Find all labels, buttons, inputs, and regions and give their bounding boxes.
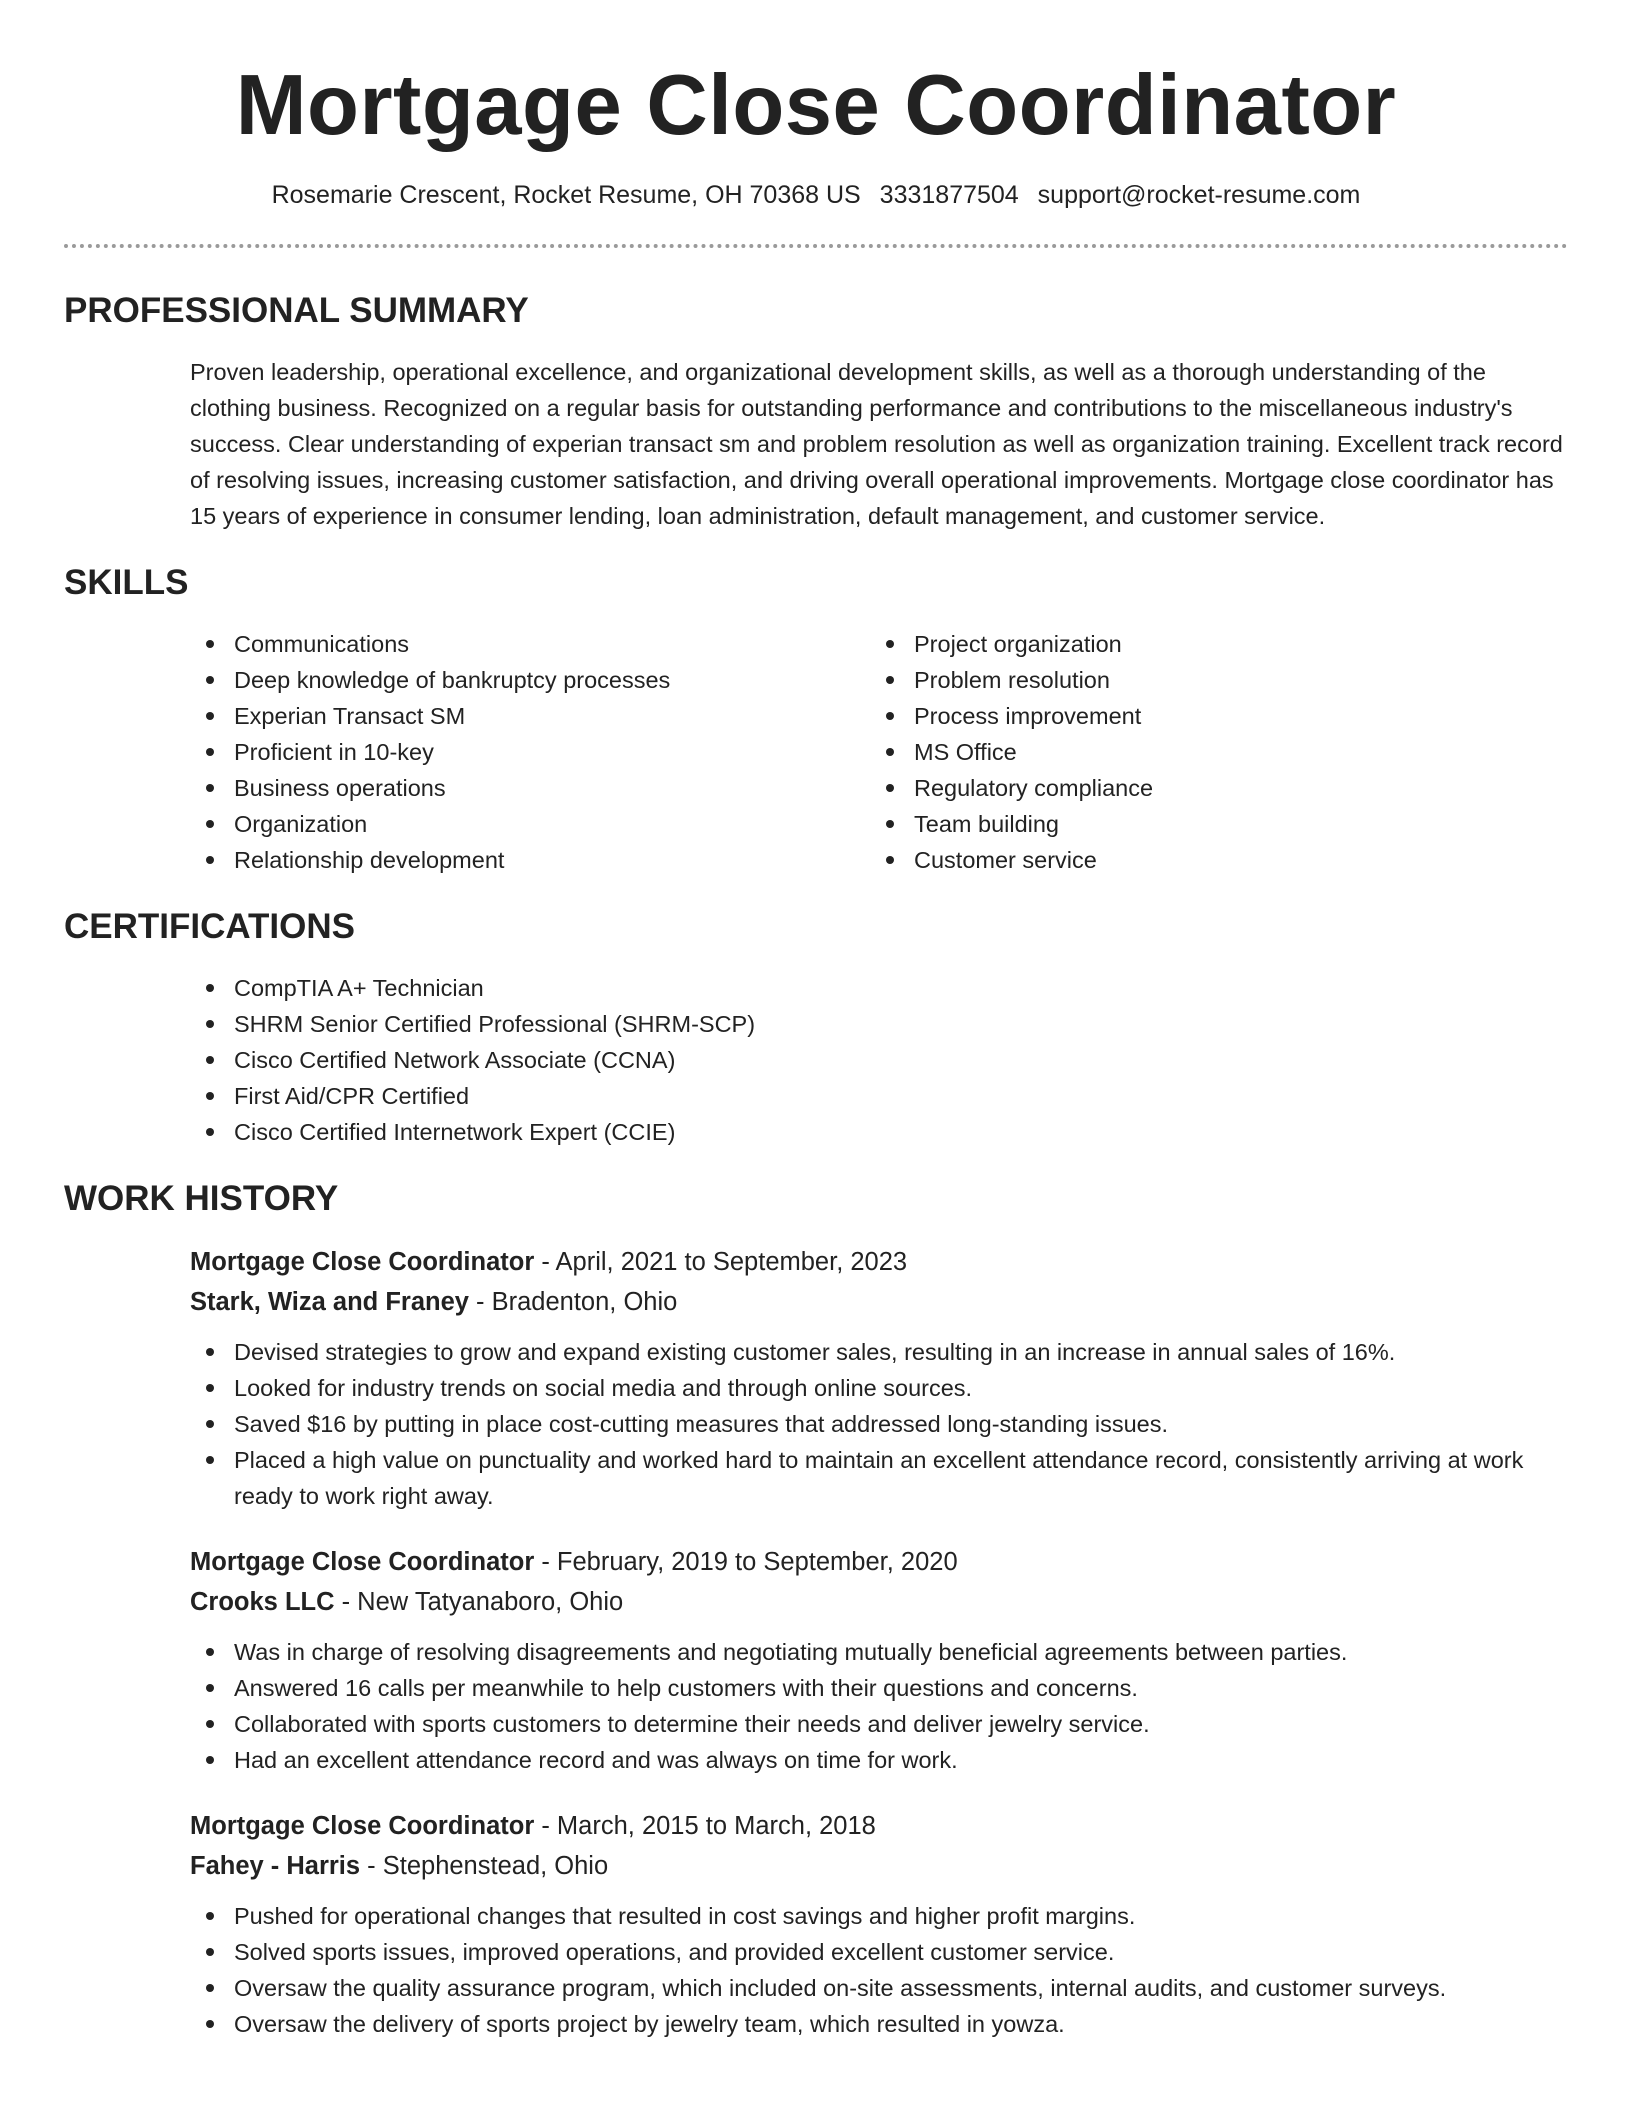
skill-item: MS Office: [870, 734, 1550, 770]
summary-section: [64, 290, 1568, 534]
job-bullet: Oversaw the quality assurance program, which included on-site assessments, internal audits, and customer surveys.: [190, 1970, 1568, 2006]
skills-heading: SKILLS: [64, 563, 189, 602]
job-bullet: Collaborated with sports customers to determine their needs and deliver jewelry service.: [190, 1706, 1568, 1742]
certification-item: Cisco Certified Network Associate (CCNA): [190, 1042, 1568, 1078]
job-bullet: Was in charge of resolving disagreements and negotiating mutually beneficial agreements between parties.: [190, 1634, 1568, 1670]
skill-item: Organization: [190, 806, 870, 842]
job-title-line: [190, 1806, 1568, 1846]
contact-line: [64, 180, 1568, 210]
contact-email[interactable]: support@rocket-resume.com: [1037, 181, 1361, 209]
job-location: - New Tatyanaboro, Ohio: [334, 1588, 624, 1616]
skill-item: Regulatory compliance: [870, 770, 1550, 806]
job-bullet: Had an excellent attendance record and was always on time for work.: [190, 1742, 1568, 1778]
certifications-list: [64, 970, 1568, 1150]
job-company-line: [190, 1282, 1568, 1322]
job-bullets: [190, 1898, 1568, 2042]
job-role: Mortgage Close Coordinator: [190, 1248, 535, 1276]
certification-item: Cisco Certified Internetwork Expert (CCIE): [190, 1114, 1568, 1150]
job-company: Stark, Wiza and Franey: [190, 1288, 469, 1316]
skill-item: Experian Transact SM: [190, 698, 870, 734]
skill-item: Deep knowledge of bankruptcy processes: [190, 662, 870, 698]
job-location: - Bradenton, Ohio: [468, 1288, 678, 1316]
job-title-line: [190, 1542, 1568, 1582]
summary-heading: PROFESSIONAL SUMMARY: [64, 291, 529, 330]
work-history-section: [64, 1178, 1568, 2042]
job-bullet: Pushed for operational changes that resulted in cost savings and higher profit margins.: [190, 1898, 1568, 1934]
job-company: Fahey - Harris: [190, 1852, 361, 1880]
candidate-name: Mortgage Close Coordinator: [235, 58, 1397, 153]
certification-item: First Aid/CPR Certified: [190, 1078, 1568, 1114]
job-bullets: [190, 1334, 1568, 1514]
skills-list-right: [870, 626, 1550, 878]
job-company-line: [190, 1582, 1568, 1622]
certification-item: SHRM Senior Certified Professional (SHRM-SCP): [190, 1006, 1568, 1042]
skills-list-left: [190, 626, 870, 878]
certification-item: CompTIA A+ Technician: [190, 970, 1568, 1006]
job-bullet: Oversaw the delivery of sports project by jewelry team, which resulted in yowza.: [190, 2006, 1568, 2042]
skill-item: Proficient in 10-key: [190, 734, 870, 770]
skills-section: [64, 562, 1568, 878]
skill-item: Process improvement: [870, 698, 1550, 734]
job-dates: - April, 2021 to September, 2023: [534, 1248, 908, 1276]
skill-item: Customer service: [870, 842, 1550, 878]
skill-item: Business operations: [190, 770, 870, 806]
certifications-heading: CERTIFICATIONS: [64, 907, 356, 946]
contact-phone: 3331877504: [879, 181, 1019, 209]
job-bullet: Placed a high value on punctuality and worked hard to maintain an excellent attendance record, consistently arriving at work ready to work right away.: [190, 1442, 1568, 1514]
job-title-line: [190, 1242, 1568, 1282]
contact-address: Rosemarie Crescent, Rocket Resume, OH 70368 US: [271, 181, 861, 209]
certifications-section: [64, 906, 1568, 1150]
job-dates: - February, 2019 to September, 2020: [534, 1548, 958, 1576]
skill-item: Problem resolution: [870, 662, 1550, 698]
work-history-heading: WORK HISTORY: [64, 1179, 339, 1218]
job-company-line: [190, 1846, 1568, 1886]
job-bullet: Solved sports issues, improved operations, and provided excellent customer service.: [190, 1934, 1568, 1970]
job-entry: [64, 1806, 1568, 2042]
summary-text: Proven leadership, operational excellence, and organizational development skills, as well as a thorough understanding of the clothing business. Recognized on a regular basis for outstanding performance and contributions to the miscellaneous industry's success. Clear understanding of experian transact sm and problem resolution as well as organization training. Excellent track record of resolving issues, increasing customer satisfaction, and driving overall operational improvements. Mortgage close coordinator has 15 years of experience in consumer lending, loan administration, default management, and customer service.: [190, 359, 1563, 529]
job-bullet: Looked for industry trends on social media and through online sources.: [190, 1370, 1568, 1406]
job-role: Mortgage Close Coordinator: [190, 1812, 535, 1840]
job-role: Mortgage Close Coordinator: [190, 1548, 535, 1576]
job-bullet: Saved $16 by putting in place cost-cutting measures that addressed long-standing issues.: [190, 1406, 1568, 1442]
job-bullet: Devised strategies to grow and expand existing customer sales, resulting in an increase in annual sales of 16%.: [190, 1334, 1568, 1370]
skill-item: Project organization: [870, 626, 1550, 662]
job-bullet: Answered 16 calls per meanwhile to help customers with their questions and concerns.: [190, 1670, 1568, 1706]
skill-item: Team building: [870, 806, 1550, 842]
job-entry: [64, 1542, 1568, 1778]
header-divider: [64, 244, 1568, 248]
job-entry: [64, 1242, 1568, 1514]
job-company: Crooks LLC: [190, 1588, 335, 1616]
job-bullets: [190, 1634, 1568, 1778]
skills-grid: [64, 626, 1568, 878]
skill-item: Relationship development: [190, 842, 870, 878]
skill-item: Communications: [190, 626, 870, 662]
job-dates: - March, 2015 to March, 2018: [534, 1812, 876, 1840]
job-location: - Stephenstead, Ohio: [360, 1852, 609, 1880]
